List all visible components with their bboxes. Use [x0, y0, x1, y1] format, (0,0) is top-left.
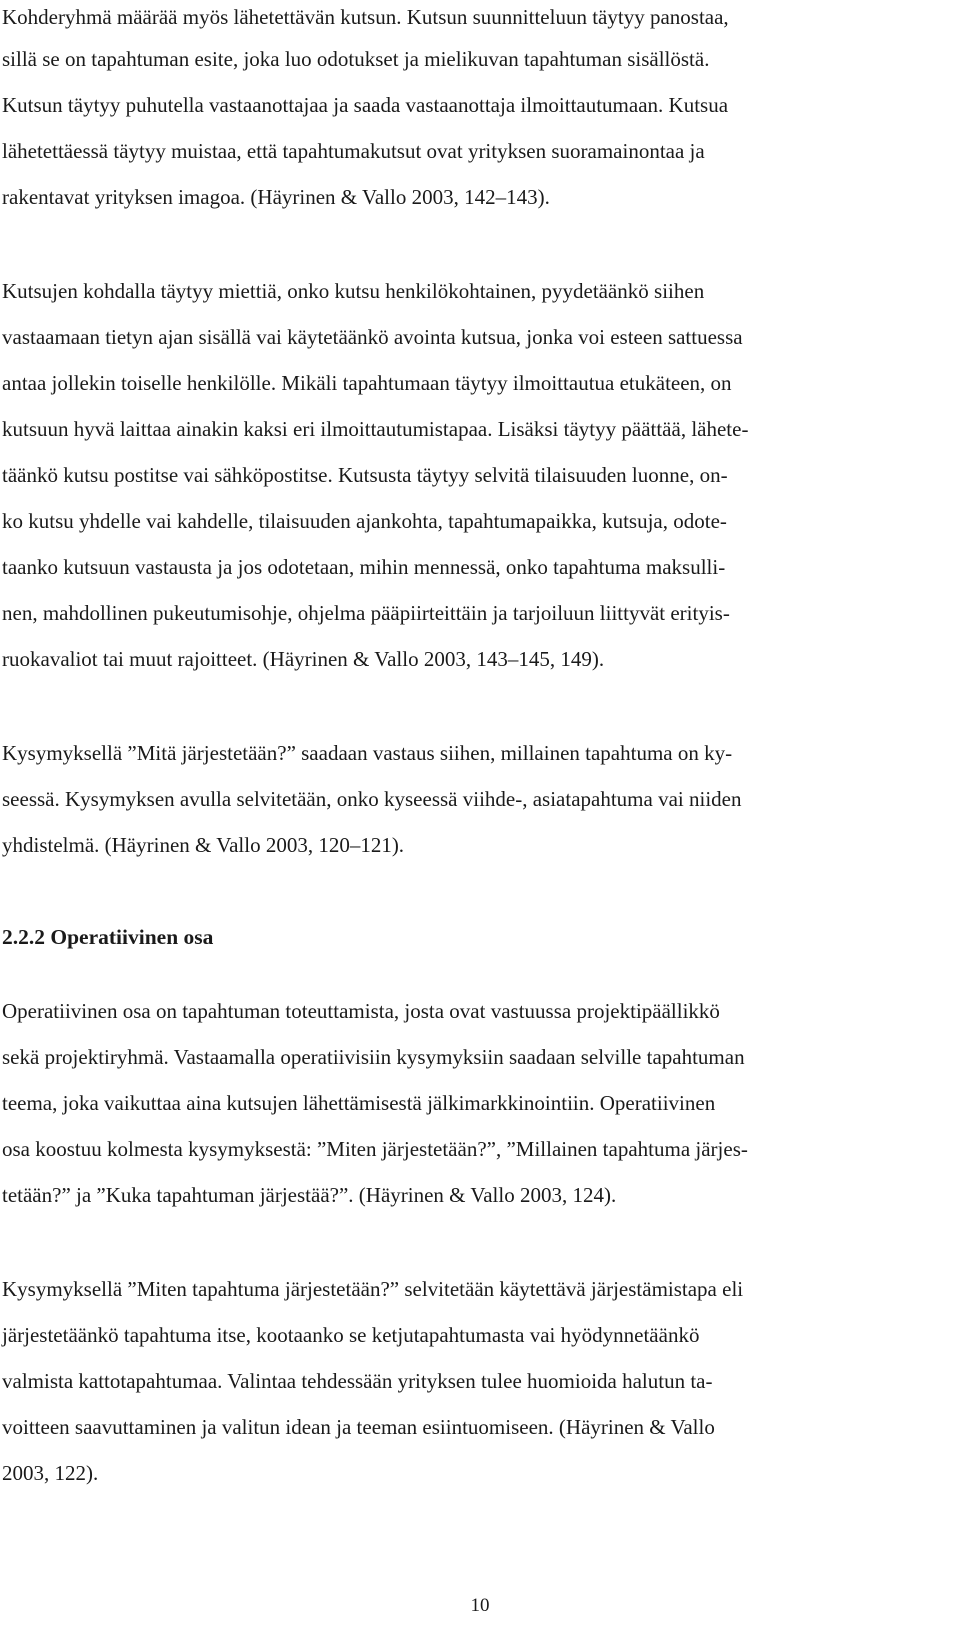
paragraph-5-line-4: voitteen saavuttaminen ja valitun idean ja teeman esiintuomiseen. (Häyrinen & Vallo — [2, 1415, 715, 1439]
paragraph-1-line-1: Kohderyhmä määrää myös lähetettävän kutsun. Kutsun suunnitteluun täytyy panostaa, — [2, 5, 729, 29]
paragraph-4-line-3: teema, joka vaikuttaa aina kutsujen lähettämisestä jälkimarkkinointiin. Operatiivinen — [2, 1091, 716, 1115]
paragraph-4-line-5: tetään?” ja ”Kuka tapahtuman järjestää?”. (Häyrinen & Vallo 2003, 124). — [2, 1183, 617, 1207]
paragraph-5-line-5: 2003, 122). — [2, 1461, 99, 1485]
paragraph-2-line-1: Kutsujen kohdalla täytyy miettiä, onko kutsu henkilökohtainen, pyydetäänkö siihen — [2, 279, 705, 303]
paragraph-5-line-3: valmista kattotapahtumaa. Valintaa tehdessään yrityksen tulee huomioida halutun ta- — [2, 1369, 713, 1393]
paragraph-1-line-4: lähetettäessä täytyy muistaa, että tapahtumakutsut ovat yrityksen suoramainontaa ja — [2, 139, 705, 163]
paragraph-2-line-7: taanko kutsuun vastausta ja jos odotetaan, mihin mennessä, onko tapahtuma maksulli- — [2, 555, 726, 579]
page-number: 10 — [470, 1595, 490, 1616]
paragraph-2-line-5: täänkö kutsu postitse vai sähköpostitse. Kutsusta täytyy selvitä tilaisuuden luonne, on- — [2, 463, 728, 487]
paragraph-5-line-1: Kysymyksellä ”Miten tapahtuma järjestetään?” selvitetään käytettävä järjestämistapa eli — [2, 1277, 744, 1301]
paragraph-2-line-6: ko kutsu yhdelle vai kahdelle, tilaisuuden ajankohta, tapahtumapaikka, kutsuja, odote- — [2, 509, 727, 533]
paragraph-4-line-2: sekä projektiryhmä. Vastaamalla operatiivisiin kysymyksiin saadaan selville tapahtuman — [2, 1045, 745, 1069]
paragraph-2-line-8: nen, mahdollinen pukeutumisohje, ohjelma pääpiirteittäin ja tarjoiluun liittyvät erityis- — [2, 601, 730, 625]
paragraph-3-line-3: yhdistelmä. (Häyrinen & Vallo 2003, 120–121). — [2, 833, 405, 857]
paragraph-1-line-2: sillä se on tapahtuman esite, joka luo odotukset ja mielikuvan tapahtuman sisällöstä. — [2, 47, 710, 71]
paragraph-2-line-9: ruokavaliot tai muut rajoitteet. (Häyrinen & Vallo 2003, 143–145, 149). — [2, 647, 605, 671]
paragraph-2-line-3: antaa jollekin toiselle henkilölle. Mikäli tapahtumaan täytyy ilmoittautua etukäteen, on — [2, 371, 732, 395]
paragraph-4-line-4: osa koostuu kolmesta kysymyksestä: ”Miten järjestetään?”, ”Millainen tapahtuma järjes- — [2, 1137, 748, 1161]
paragraph-3-line-2: seessä. Kysymyksen avulla selvitetään, onko kyseessä viihde-, asiatapahtuma vai niiden — [2, 787, 742, 811]
paragraph-4-line-1: Operatiivinen osa on tapahtuman toteuttamista, josta ovat vastuussa projektipäällikkö — [2, 999, 720, 1023]
paragraph-5-line-2: järjestetäänkö tapahtuma itse, kootaanko se ketjutapahtumasta vai hyödynnetäänkö — [2, 1323, 700, 1347]
section-heading: 2.2.2 Operatiivinen osa — [2, 925, 214, 949]
paragraph-1-line-3: Kutsun täytyy puhutella vastaanottajaa ja saada vastaanottaja ilmoittautumaan. Kutsua — [2, 93, 729, 117]
paragraph-3-line-1: Kysymyksellä ”Mitä järjestetään?” saadaan vastaus siihen, millainen tapahtuma on ky- — [2, 741, 733, 765]
paragraph-1-line-5: rakentavat yrityksen imagoa. (Häyrinen & Vallo 2003, 142–143). — [2, 185, 550, 209]
paragraph-2-line-4: kutsuun hyvä laittaa ainakin kaksi eri ilmoittautumistapaa. Lisäksi täytyy päättää, lähete- — [2, 417, 749, 441]
paragraph-2-line-2: vastaamaan tietyn ajan sisällä vai käytetäänkö avointa kutsua, jonka voi esteen sattuessa — [2, 325, 743, 349]
